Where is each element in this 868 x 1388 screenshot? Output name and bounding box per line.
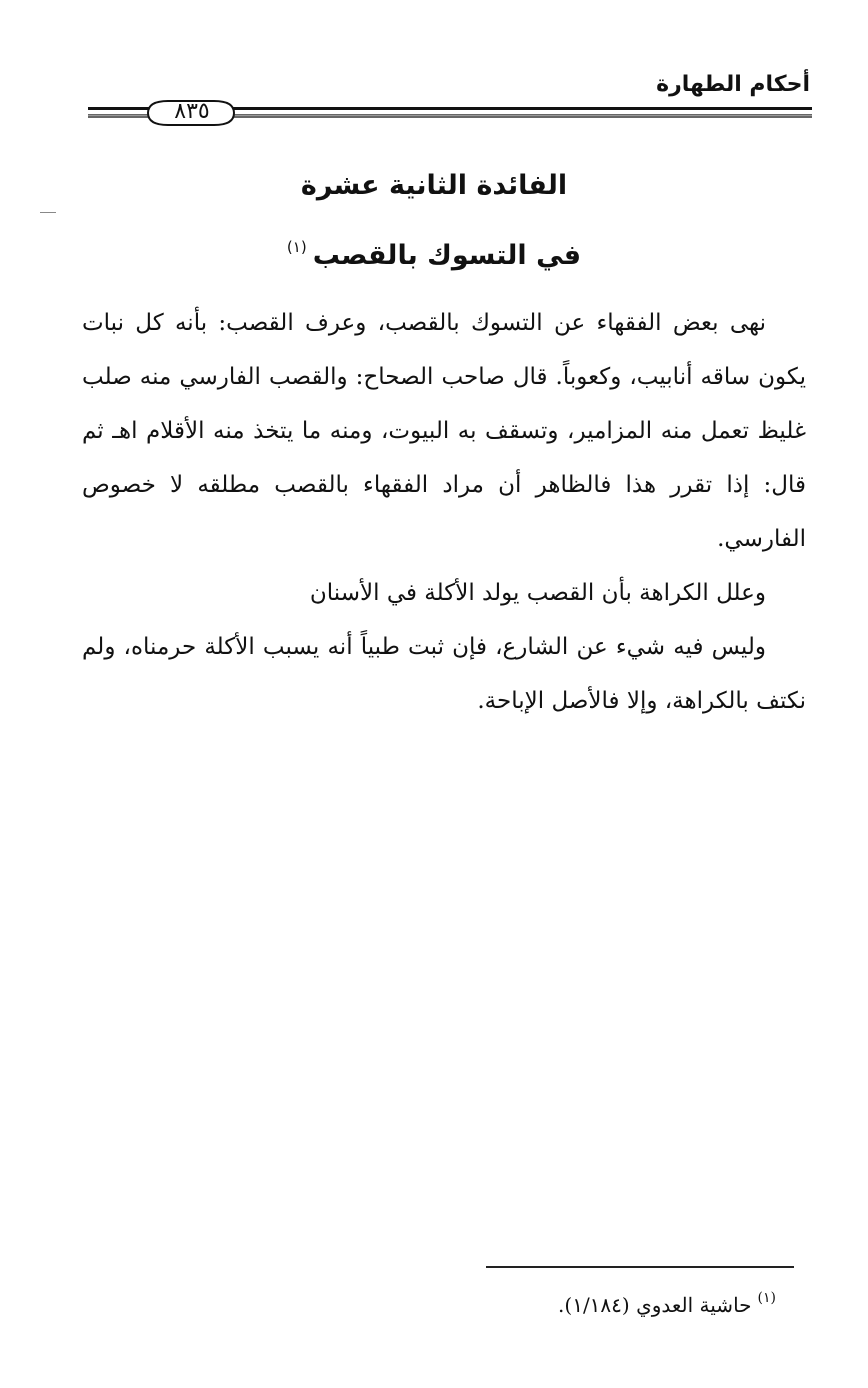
margin-mark	[40, 212, 56, 213]
paragraph: وعلل الكراهة بأن القصب يولد الأكلة في الأسنان	[309, 580, 766, 606]
footnote-reference: (١)	[286, 238, 307, 256]
body-text	[82, 296, 806, 728]
footnote-mark: (١)	[757, 1290, 776, 1306]
footnote-separator	[486, 1266, 794, 1268]
paragraph: وليس فيه شيء عن الشارع، فإن ثبت طبياً أنه يسبب الأكلة حرمناه، ولم نكتف بالكراهة، وإلا فالأصل الإباحة.	[82, 634, 806, 714]
section-subtitle-text: في التسوك بالقصب	[312, 240, 582, 271]
paragraph: نهى بعض الفقهاء عن التسوك بالقصب، وعرف القصب: بأنه كل نبات يكون ساقه أنابيب، وكعوباً. قال صاحب الصحاح: والقصب الفارسي منه صلب غليظ تعمل منه المزامير، وتسقف به البيوت، ومنه ما يتخذ منه الأقلام اهـ ثم قال: إذا تقرر هذا فالظاهر أن مراد الفقهاء بالقصب مطلقه لا خصوص الفارسي.	[82, 310, 806, 552]
footnote	[558, 1278, 776, 1325]
running-header-title: أحكام الطهارة	[656, 72, 810, 97]
footnote-text: حاشية العدوي (١/١٨٤).	[558, 1293, 752, 1317]
section-title: الفائدة الثانية عشرة	[300, 170, 568, 201]
section-subtitle	[0, 238, 868, 271]
page-number: ٨٣٥	[174, 99, 210, 124]
